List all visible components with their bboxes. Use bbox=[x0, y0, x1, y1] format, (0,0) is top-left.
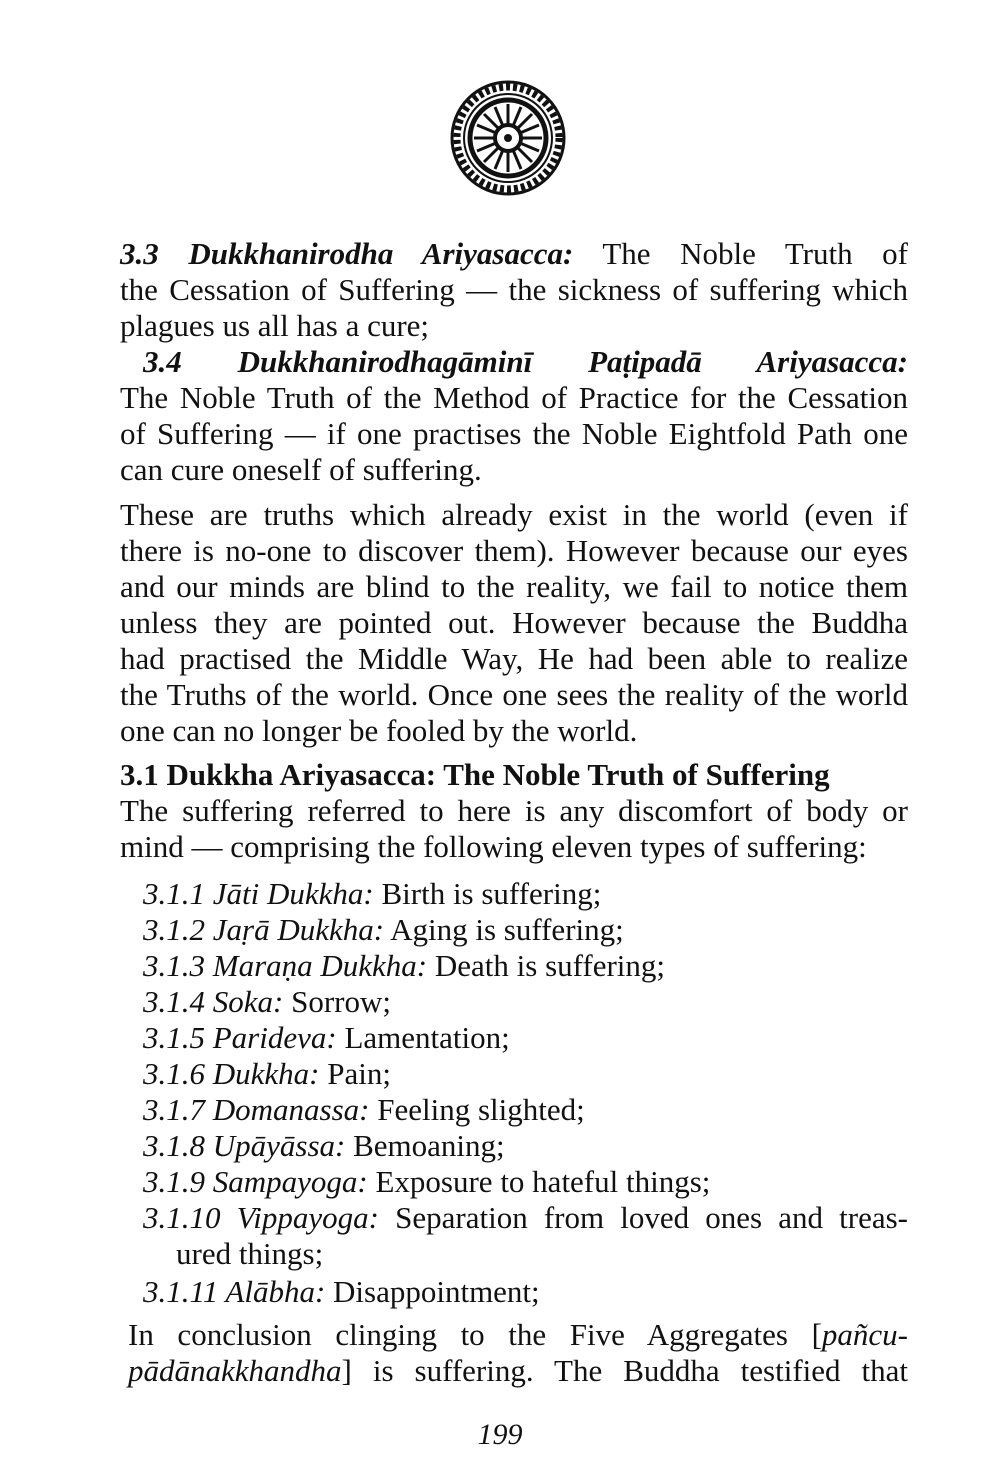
section-3-4-line-3: of Suffering — if one practises the Noble Eightfold Path one bbox=[120, 416, 908, 451]
paragraph-line-5: had practised the Middle Way, He had been able to realize bbox=[120, 641, 908, 676]
paragraph-line-1: These are truths which already exist in the world (even if bbox=[120, 497, 908, 532]
list-item-term: 3.1.7 Domanassa: bbox=[143, 1092, 370, 1127]
list-item-term: 3.1.3 Maraṇa Dukkha: bbox=[143, 948, 428, 983]
list-item bbox=[143, 984, 391, 1020]
paragraph-line-2: there is no-one to discover them). However because our eyes bbox=[120, 533, 908, 568]
list-item-term: 3.1.4 Soka: bbox=[143, 984, 284, 1019]
conclusion-line-2 bbox=[128, 1353, 908, 1389]
list-item-desc: Disappointment; bbox=[325, 1274, 540, 1309]
section-3-3-line-2: the Cessation of Suffering — the sickness of suffering which bbox=[120, 272, 908, 307]
section-3-3-text: The Noble Truth of bbox=[602, 236, 909, 271]
list-item-desc: Feeling slighted; bbox=[369, 1092, 585, 1127]
list-item-term: 3.1.6 Dukkha: bbox=[143, 1056, 320, 1091]
section-3-1-intro-line-2: mind — comprising the following eleven types of suffering: bbox=[120, 829, 867, 864]
conclusion-line-1 bbox=[128, 1317, 908, 1353]
conclusion-term: pañcu- bbox=[821, 1317, 908, 1352]
dharma-wheel-icon bbox=[450, 80, 566, 196]
list-item bbox=[143, 1020, 510, 1056]
list-item-desc: Aging is suffering; bbox=[384, 912, 624, 947]
list-item bbox=[143, 1128, 505, 1164]
paragraph-line-4: unless they are pointed out. However because the Buddha bbox=[120, 605, 908, 640]
list-item bbox=[143, 912, 624, 948]
section-3-4-line-4: can cure oneself of suffering. bbox=[120, 452, 482, 487]
list-item-term: 3.1.1 Jāti Dukkha: bbox=[143, 876, 374, 911]
list-item-desc: Separation from loved ones and treas- bbox=[378, 1200, 908, 1235]
section-3-1-intro-line-1: The suffering referred to here is any discomfort of body or bbox=[120, 793, 908, 828]
list-item-term: 3.1.10 Vippayoga: bbox=[143, 1200, 379, 1235]
section-3-1-heading: 3.1 Dukkha Ariyasacca: The Noble Truth of Suffering bbox=[120, 757, 830, 792]
list-item-desc: Pain; bbox=[319, 1056, 391, 1091]
list-item-term: 3.1.9 Sampayoga: bbox=[143, 1164, 368, 1199]
list-item-desc: Bemoaning; bbox=[345, 1128, 505, 1163]
conclusion-text: In conclusion clinging to the Five Aggregates [ bbox=[128, 1317, 822, 1352]
section-3-4-line-1 bbox=[143, 344, 908, 380]
list-item bbox=[143, 1200, 908, 1236]
list-item bbox=[143, 1274, 540, 1310]
list-item bbox=[143, 876, 601, 912]
list-item-term: 3.1.11 Alābha: bbox=[143, 1274, 326, 1309]
section-3-3-number: 3.3 bbox=[120, 236, 159, 271]
list-item-term: 3.1.2 Jaṛā Dukkha: bbox=[143, 912, 385, 947]
list-item-continuation: ured things; bbox=[176, 1236, 324, 1271]
paragraph-line-3: and our minds are blind to the reality, we fail to notice them bbox=[120, 569, 908, 604]
list-item bbox=[143, 948, 665, 984]
paragraph-line-7: one can no longer be fooled by the world. bbox=[120, 713, 638, 748]
list-item bbox=[143, 1092, 585, 1128]
section-3-3-line-1 bbox=[120, 236, 908, 272]
section-3-3-line-3: plagues us all has a cure; bbox=[120, 308, 430, 343]
list-item-desc: Sorrow; bbox=[283, 984, 391, 1019]
list-item-desc: Exposure to hateful things; bbox=[367, 1164, 711, 1199]
page-number: 199 bbox=[477, 1418, 523, 1451]
paragraph-line-6: the Truths of the world. Once one sees the reality of the world bbox=[120, 677, 908, 712]
conclusion-term: pādānakkhandha bbox=[128, 1353, 342, 1388]
section-3-4-term: Dukkhanirodhagāminī Paṭipadā Ariyasacca: bbox=[237, 344, 909, 379]
conclusion-text: ] is suffering. The Buddha testified that bbox=[341, 1353, 908, 1388]
section-3-4-line-2: The Noble Truth of the Method of Practice for the Cessation bbox=[120, 380, 908, 415]
list-item bbox=[143, 1164, 710, 1200]
list-item-desc: Lamentation; bbox=[336, 1020, 510, 1055]
list-item-desc: Birth is suffering; bbox=[373, 876, 602, 911]
list-item-term: 3.1.8 Upāyāssa: bbox=[143, 1128, 346, 1163]
section-3-3-term: Dukkhanirodha Ariyasacca: bbox=[188, 236, 574, 271]
list-item bbox=[143, 1056, 391, 1092]
section-3-4-number: 3.4 bbox=[143, 344, 182, 379]
list-item-term: 3.1.5 Parideva: bbox=[143, 1020, 337, 1055]
list-item-desc: Death is suffering; bbox=[427, 948, 666, 983]
